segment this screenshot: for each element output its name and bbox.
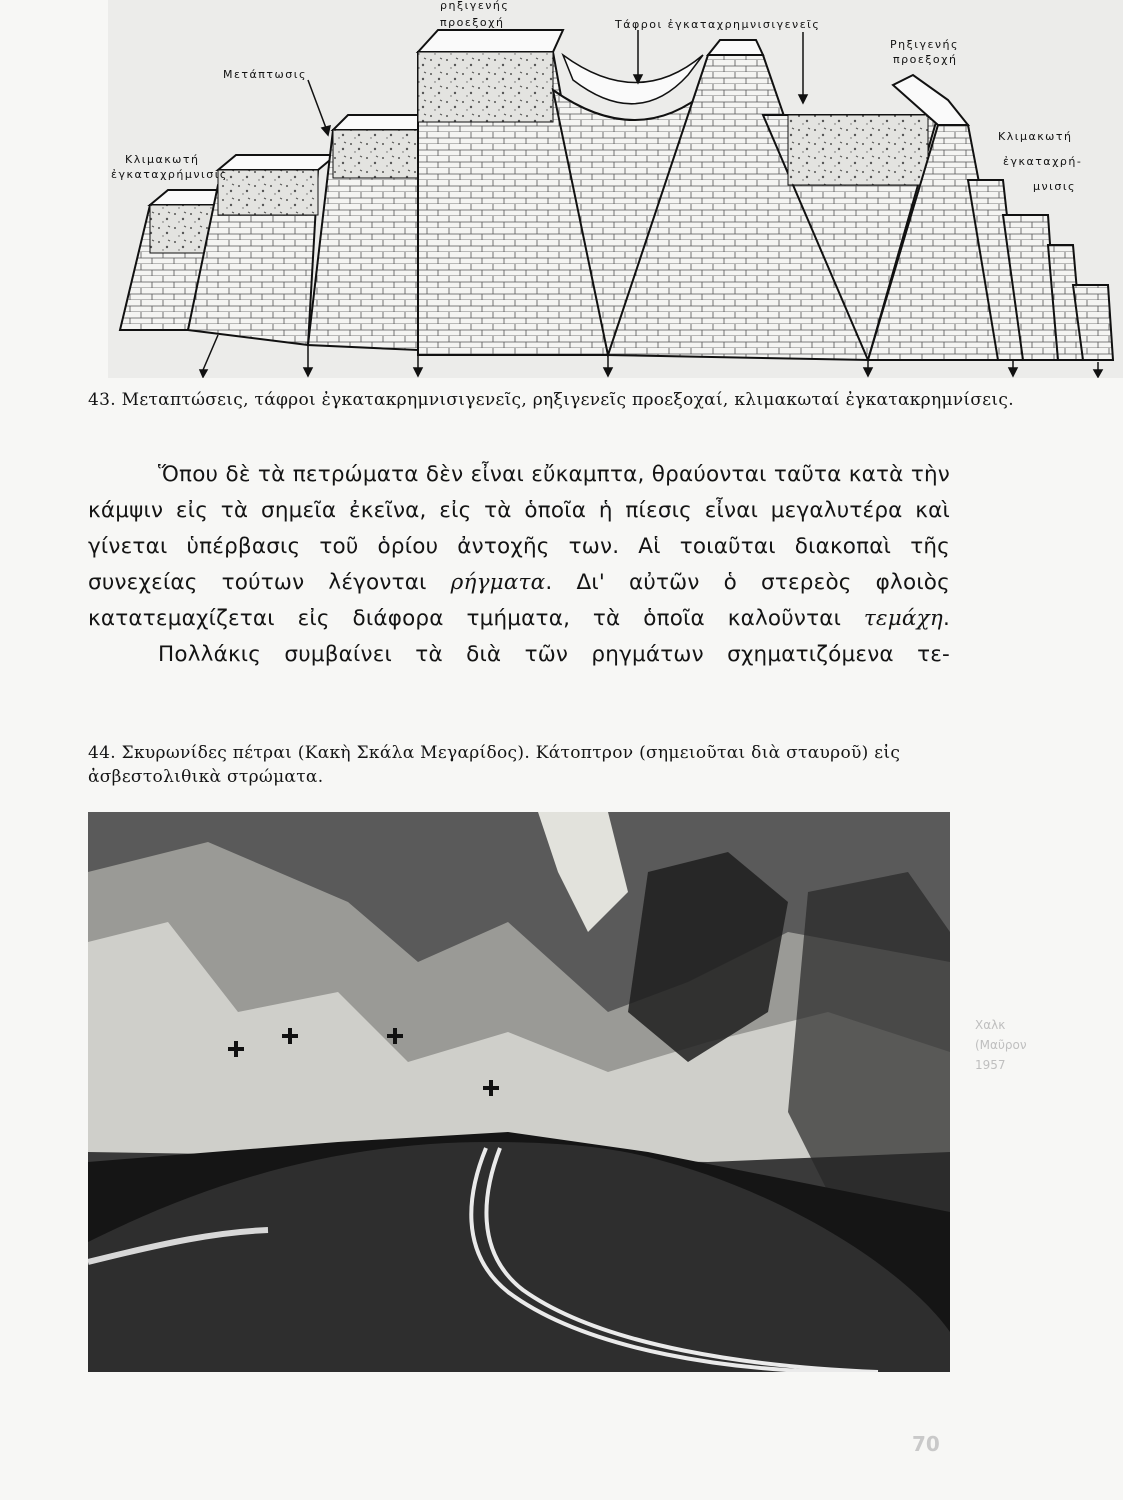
bleed-through-side-text — [975, 1015, 1115, 1075]
paragraph-1-text-a: Ὅπου δὲ τὰ πετρώματα δὲν εἶναι εὔκαμπτα, θραύονται ταῦτα κατὰ τὴν κάμψιν εἰς τὰ σημεῖα ἐκεῖνα, εἰς τὰ ὁποῖα ἡ πίεσις εἶναι μεγαλυτέρα καὶ γίνεται ὑπέρβασις τοῦ ὁρίου ἀντοχῆς των. Αἱ τοιαῦται διακοπαὶ τῆς συνεχείας τούτων λέγονται — [88, 462, 950, 595]
fault-block-diagram — [108, 0, 1123, 378]
road-limestone-photo — [88, 812, 950, 1372]
label-step-right-3: μνισις — [1033, 180, 1077, 193]
label-rift-top-1: ρηξιγενής — [440, 0, 510, 12]
paragraph-2: Πολλάκις συμβαίνει τὰ διὰ τῶν ρηγμάτων σχηματιζόμενα τε- — [158, 642, 950, 667]
label-step-right-2: ἐγκαταχρή- — [1003, 155, 1083, 168]
paragraph-1 — [88, 457, 950, 637]
bleed-through-page-number: 70 — [912, 1432, 940, 1456]
figure-44-photo — [88, 812, 950, 1372]
label-faults: Μετάπτωσις — [223, 68, 307, 81]
bleed-line-2: (Μαῦρον — [975, 1038, 1027, 1052]
term-rhegmata: ρήγματα — [450, 570, 546, 595]
figure-44-caption: 44. Σκυρωνίδες πέτραι (Κακὴ Σκάλα Μεγαρίδος). Κάτοπτρον (σημειοῦται διὰ σταυροῦ) εἰς ἀσβεστολιθικὰ στρώματα. — [88, 743, 901, 787]
paragraph-1-text-c: . — [942, 606, 950, 631]
label-rift-right-1: Ρηξιγενής — [890, 38, 959, 51]
term-temache: τεμάχη — [863, 606, 943, 631]
label-graben: Τάφροι ἐγκαταχρημνισιγενεῖς — [615, 18, 821, 31]
label-step-left-1: Κλιμακωτή — [125, 153, 200, 166]
figure-43-caption: 43. Μεταπτώσεις, τάφροι ἐγκατακρημνισιγενεῖς, ρηξιγενεῖς προεξοχαί, κλιμακωταί ἐγκατακρημνίσεις. — [88, 390, 1014, 410]
bleed-line-1: Χαλκ — [975, 1018, 1006, 1032]
label-rift-top-2: προεξοχή — [440, 16, 505, 29]
label-step-right-1: Κλιμακωτή — [998, 130, 1073, 143]
label-step-left-2: ἐγκαταχρήμνισις — [111, 168, 228, 181]
body-text — [88, 457, 950, 673]
bleed-line-3: 1957 — [975, 1058, 1006, 1072]
paragraph-1-text-b: . Δι' αὐτῶν ὁ στερεὸς φλοιὸς κατατεμαχίζεται εἰς διάφορα τμήματα, τὰ ὁποῖα καλοῦνται — [88, 570, 950, 631]
label-rift-right-2: προεξοχή — [893, 53, 958, 66]
figure-43-diagram — [108, 0, 1123, 378]
